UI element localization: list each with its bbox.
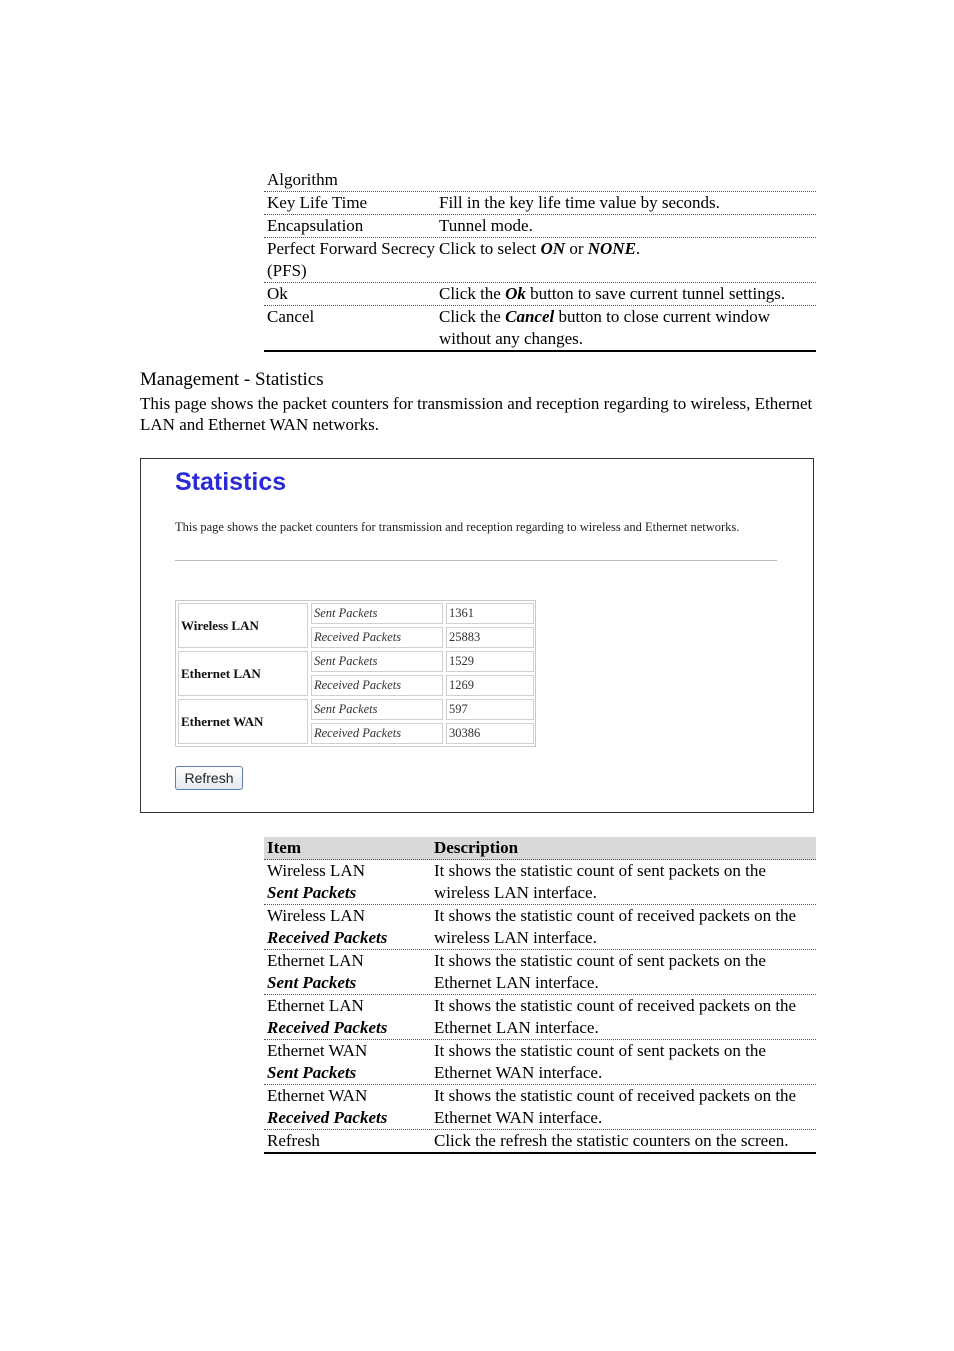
header-item: Item [267,838,301,857]
table-row [264,1130,816,1154]
row-item [264,995,434,1039]
item-name: Ethernet LAN [267,951,364,970]
table-row [264,1040,816,1085]
received-packets-label: Received Packets [311,675,443,696]
table-row [264,995,816,1040]
row-description: Click the refresh the statistic counters on the screen. [434,1131,789,1150]
page-description: This page shows the packet counters for transmission and reception regarding to wireless and Ethernet networks. [175,520,740,534]
item-name: Ethernet WAN [267,1086,368,1105]
row-item: Encapsulation [267,216,364,235]
row-item: Algorithm [267,170,338,189]
sent-packets-value: 1361 [446,603,534,624]
row-item [264,1040,434,1084]
desc-text: button to close current window without any changes. [439,307,770,348]
row-description: It shows the statistic count of sent packets on the Ethernet WAN interface. [434,1041,766,1082]
item-subname: Received Packets [267,1018,388,1037]
row-description [439,283,816,305]
received-packets-label: Received Packets [311,627,443,648]
divider [175,560,777,561]
desc-emphasis: Ok [505,284,526,303]
statistics-table [175,600,536,747]
desc-emphasis: ON [540,239,566,258]
received-packets-value: 1269 [446,675,534,696]
row-description: It shows the statistic count of received packets on the wireless LAN interface. [434,906,797,947]
desc-text: . [635,239,641,258]
item-subname: Sent Packets [267,1063,357,1082]
table-row [264,860,816,905]
page-title: Statistics [175,468,287,496]
row-description: Tunnel mode. [439,216,533,235]
row-item [264,860,434,904]
row-description [439,238,816,282]
item-name: Refresh [267,1131,320,1150]
item-name: Wireless LAN [267,906,365,925]
desc-emphasis: NONE [587,239,636,258]
row-item [264,905,434,949]
row-description: It shows the statistic count of received packets on the Ethernet WAN interface. [434,1086,797,1127]
item-name: Ethernet WAN [267,1041,368,1060]
item-subname: Received Packets [267,928,388,947]
item-subname: Sent Packets [267,973,357,992]
group-label: Ethernet LAN [178,651,308,696]
sent-packets-label: Sent Packets [311,603,443,624]
table-header [264,837,816,860]
desc-text: button to save current tunnel settings. [525,284,786,303]
item-subname: Sent Packets [267,883,357,902]
item-subname: Received Packets [267,1108,388,1127]
desc-emphasis: Cancel [505,307,555,326]
stats-group-wireless-lan [178,603,533,649]
sent-packets-label: Sent Packets [311,699,443,720]
stats-group-ethernet-wan [178,699,533,745]
refresh-button[interactable]: Refresh [175,766,243,790]
header-description: Description [434,838,519,857]
table-row [264,192,816,215]
table-row [264,1085,816,1130]
received-packets-label: Received Packets [311,723,443,744]
received-packets-value: 25883 [446,627,534,648]
table-row [264,169,816,192]
desc-text: or [565,239,588,258]
desc-text: Click to select [439,239,541,258]
statistics-items-table [264,837,816,1154]
table-row [264,905,816,950]
row-item: Perfect Forward Secrecy (PFS) [267,239,436,280]
section-description: This page shows the packet counters for transmission and reception regarding to wireless, Ethernet LAN and Ethernet WAN networks. [140,394,813,434]
group-label: Wireless LAN [178,603,308,648]
row-item: Cancel [267,307,315,326]
table-row [264,215,816,238]
sent-packets-value: 1529 [446,651,534,672]
sent-packets-label: Sent Packets [311,651,443,672]
row-item [264,950,434,994]
table-row [264,306,816,352]
section-title: Management - Statistics [140,369,324,390]
table-row [264,238,816,283]
row-description [439,169,816,191]
group-label: Ethernet WAN [178,699,308,744]
desc-text: Click the [439,284,506,303]
table-row [264,283,816,306]
item-name: Wireless LAN [267,861,365,880]
key-settings-table [264,169,816,352]
row-description [439,306,816,350]
row-description: It shows the statistic count of received packets on the Ethernet LAN interface. [434,996,797,1037]
desc-text: Click the [439,307,506,326]
received-packets-value: 30386 [446,723,534,744]
stats-group-ethernet-lan [178,651,533,697]
row-item [264,1085,434,1129]
row-description: It shows the statistic count of sent packets on the wireless LAN interface. [434,861,766,902]
row-item [264,1130,434,1152]
sent-packets-value: 597 [446,699,534,720]
item-name: Ethernet LAN [267,996,364,1015]
row-item: Key Life Time [267,193,368,212]
table-row [264,950,816,995]
statistics-screenshot [140,458,814,813]
row-description: It shows the statistic count of sent packets on the Ethernet LAN interface. [434,951,766,992]
row-description: Fill in the key life time value by seconds. [439,193,720,212]
row-item: Ok [267,284,288,303]
